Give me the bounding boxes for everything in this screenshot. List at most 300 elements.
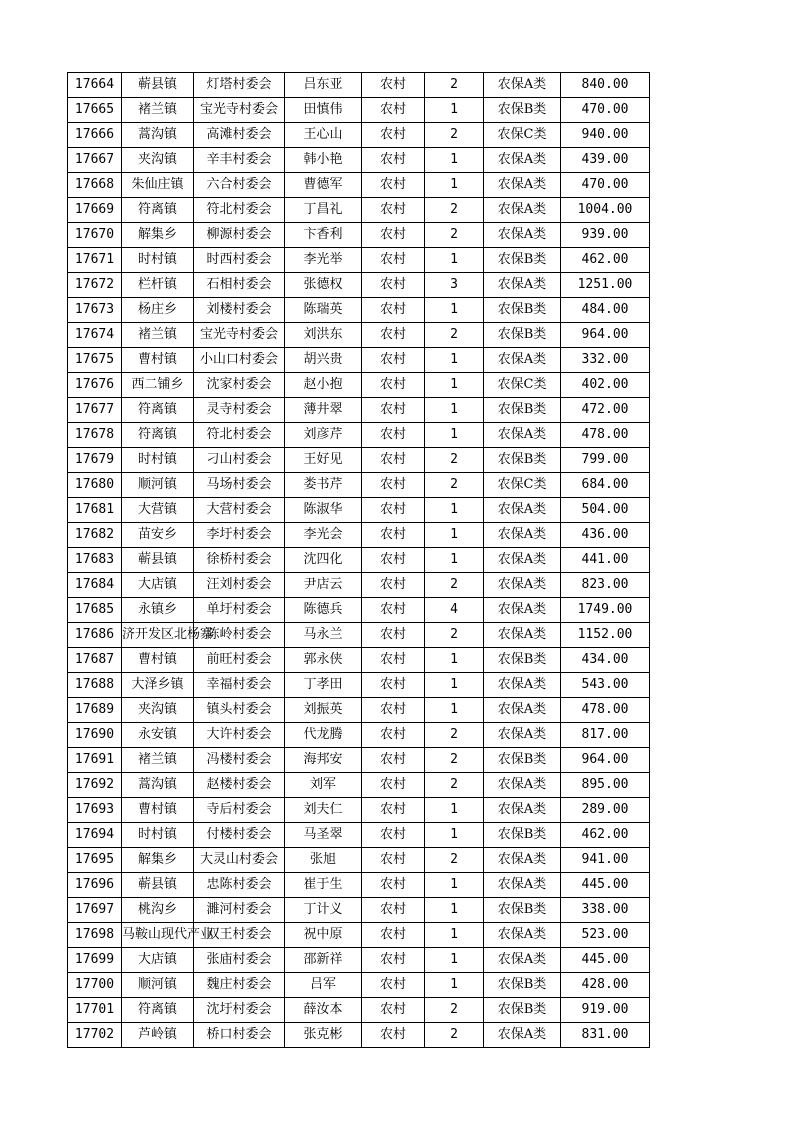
area-type-cell: 农村: [362, 398, 425, 423]
name-cell: 李光举: [285, 248, 362, 273]
household-count-cell: 2: [425, 998, 484, 1023]
amount-cell: 462.00: [561, 823, 650, 848]
area-type-cell: 农村: [362, 623, 425, 648]
area-type-cell: 农村: [362, 948, 425, 973]
household-count-cell: 2: [425, 1023, 484, 1048]
area-type-cell: 农村: [362, 373, 425, 398]
row-number-cell: 17667: [68, 148, 122, 173]
amount-cell: 470.00: [561, 98, 650, 123]
amount-cell: 478.00: [561, 698, 650, 723]
name-cell: 尹店云: [285, 573, 362, 598]
village-committee-cell: 赵楼村委会: [194, 773, 285, 798]
village-committee-cell: 灵寺村委会: [194, 398, 285, 423]
insurance-category-cell: 农保A类: [484, 723, 561, 748]
insurance-category-cell: 农保A类: [484, 598, 561, 623]
row-number-cell: 17691: [68, 748, 122, 773]
area-type-cell: 农村: [362, 748, 425, 773]
area-type-cell: 农村: [362, 548, 425, 573]
table-row: [68, 698, 650, 723]
village-committee-cell: 宝光寺村委会: [194, 98, 285, 123]
village-committee-cell: 前旺村委会: [194, 648, 285, 673]
township-cell: 解集乡: [122, 848, 194, 873]
township-cell: 褚兰镇: [122, 748, 194, 773]
name-cell: 刘夫仁: [285, 798, 362, 823]
insurance-category-cell: 农保B类: [484, 648, 561, 673]
township-cell: 符离镇: [122, 998, 194, 1023]
row-number-cell: 17686: [68, 623, 122, 648]
township-cell: 曹村镇: [122, 348, 194, 373]
name-cell: 代龙腾: [285, 723, 362, 748]
township-cell: 符离镇: [122, 398, 194, 423]
household-count-cell: 1: [425, 348, 484, 373]
table-row: [68, 1023, 650, 1048]
insurance-category-cell: 农保C类: [484, 373, 561, 398]
insurance-category-cell: 农保A类: [484, 423, 561, 448]
amount-cell: 436.00: [561, 523, 650, 548]
household-count-cell: 1: [425, 823, 484, 848]
area-type-cell: 农村: [362, 423, 425, 448]
insurance-category-cell: 农保A类: [484, 923, 561, 948]
table-row: [68, 598, 650, 623]
table-row: [68, 448, 650, 473]
township-cell: 时村镇: [122, 823, 194, 848]
household-count-cell: 2: [425, 223, 484, 248]
insurance-category-cell: 农保C类: [484, 473, 561, 498]
household-count-cell: 2: [425, 623, 484, 648]
area-type-cell: 农村: [362, 473, 425, 498]
table-row: [68, 423, 650, 448]
township-cell: 大店镇: [122, 573, 194, 598]
insurance-category-cell: 农保A类: [484, 548, 561, 573]
table-row: [68, 73, 650, 98]
household-count-cell: 1: [425, 398, 484, 423]
household-count-cell: 2: [425, 473, 484, 498]
township-cell: 蕲县镇: [122, 73, 194, 98]
area-type-cell: 农村: [362, 523, 425, 548]
township-cell: 时村镇: [122, 248, 194, 273]
name-cell: 张旭: [285, 848, 362, 873]
amount-cell: 941.00: [561, 848, 650, 873]
table-row: [68, 998, 650, 1023]
village-committee-cell: 沈家村委会: [194, 373, 285, 398]
village-committee-cell: 符北村委会: [194, 423, 285, 448]
name-cell: 张德权: [285, 273, 362, 298]
household-count-cell: 2: [425, 723, 484, 748]
area-type-cell: 农村: [362, 223, 425, 248]
village-committee-cell: 徐桥村委会: [194, 548, 285, 573]
household-count-cell: 1: [425, 973, 484, 998]
amount-cell: 1152.00: [561, 623, 650, 648]
name-cell: 王好见: [285, 448, 362, 473]
row-number-cell: 17701: [68, 998, 122, 1023]
household-count-cell: 2: [425, 748, 484, 773]
amount-cell: 940.00: [561, 123, 650, 148]
table-row: [68, 973, 650, 998]
row-number-cell: 17682: [68, 523, 122, 548]
table-row: [68, 948, 650, 973]
insurance-category-cell: 农保A类: [484, 773, 561, 798]
table-row: [68, 873, 650, 898]
area-type-cell: 农村: [362, 798, 425, 823]
amount-cell: 428.00: [561, 973, 650, 998]
row-number-cell: 17687: [68, 648, 122, 673]
row-number-cell: 17697: [68, 898, 122, 923]
row-number-cell: 17664: [68, 73, 122, 98]
insurance-category-cell: 农保A类: [484, 523, 561, 548]
township-cell: 褚兰镇: [122, 323, 194, 348]
area-type-cell: 农村: [362, 248, 425, 273]
insurance-category-cell: 农保A类: [484, 223, 561, 248]
insurance-category-cell: 农保B类: [484, 98, 561, 123]
row-number-cell: 17671: [68, 248, 122, 273]
amount-cell: 504.00: [561, 498, 650, 523]
name-cell: 胡兴贵: [285, 348, 362, 373]
table-row: [68, 223, 650, 248]
township-cell: 蒿沟镇: [122, 773, 194, 798]
township-cell: 顺河镇: [122, 473, 194, 498]
household-count-cell: 1: [425, 948, 484, 973]
row-number-cell: 17692: [68, 773, 122, 798]
village-committee-cell: 双王村委会: [194, 923, 285, 948]
table-row: [68, 198, 650, 223]
area-type-cell: 农村: [362, 823, 425, 848]
township-cell: 马鞍山现代产业: [122, 923, 194, 948]
table-row: [68, 373, 650, 398]
area-type-cell: 农村: [362, 123, 425, 148]
village-committee-cell: 陈岭村委会: [194, 623, 285, 648]
table-row: [68, 348, 650, 373]
insurance-category-cell: 农保B类: [484, 823, 561, 848]
table-row: [68, 498, 650, 523]
household-count-cell: 1: [425, 98, 484, 123]
row-number-cell: 17673: [68, 298, 122, 323]
amount-cell: 823.00: [561, 573, 650, 598]
township-cell: 大营镇: [122, 498, 194, 523]
area-type-cell: 农村: [362, 873, 425, 898]
insurance-category-cell: 农保A类: [484, 148, 561, 173]
area-type-cell: 农村: [362, 848, 425, 873]
household-count-cell: 2: [425, 323, 484, 348]
township-cell: 顺河镇: [122, 973, 194, 998]
insurance-category-cell: 农保A类: [484, 873, 561, 898]
township-cell: 蕲县镇: [122, 873, 194, 898]
village-committee-cell: 魏庄村委会: [194, 973, 285, 998]
name-cell: 赵小抱: [285, 373, 362, 398]
row-number-cell: 17681: [68, 498, 122, 523]
name-cell: 刘彦芹: [285, 423, 362, 448]
row-number-cell: 17672: [68, 273, 122, 298]
area-type-cell: 农村: [362, 198, 425, 223]
insurance-category-cell: 农保A类: [484, 348, 561, 373]
household-count-cell: 1: [425, 798, 484, 823]
township-cell: 杨庄乡: [122, 298, 194, 323]
insurance-category-cell: 农保A类: [484, 848, 561, 873]
table-row: [68, 823, 650, 848]
insurance-category-cell: 农保B类: [484, 248, 561, 273]
insurance-category-cell: 农保A类: [484, 573, 561, 598]
table-row: [68, 248, 650, 273]
row-number-cell: 17675: [68, 348, 122, 373]
amount-cell: 332.00: [561, 348, 650, 373]
insurance-category-cell: 农保B类: [484, 748, 561, 773]
name-cell: 薄井翠: [285, 398, 362, 423]
row-number-cell: 17702: [68, 1023, 122, 1048]
household-count-cell: 1: [425, 423, 484, 448]
table-row: [68, 548, 650, 573]
area-type-cell: 农村: [362, 998, 425, 1023]
name-cell: 丁昌礼: [285, 198, 362, 223]
village-committee-cell: 小山口村委会: [194, 348, 285, 373]
amount-cell: 684.00: [561, 473, 650, 498]
village-committee-cell: 石相村委会: [194, 273, 285, 298]
row-number-cell: 17665: [68, 98, 122, 123]
row-number-cell: 17690: [68, 723, 122, 748]
village-committee-cell: 柳源村委会: [194, 223, 285, 248]
table-row: [68, 923, 650, 948]
household-count-cell: 1: [425, 298, 484, 323]
row-number-cell: 17674: [68, 323, 122, 348]
village-committee-cell: 辛丰村委会: [194, 148, 285, 173]
area-type-cell: 农村: [362, 723, 425, 748]
village-committee-cell: 桥口村委会: [194, 1023, 285, 1048]
household-count-cell: 1: [425, 373, 484, 398]
name-cell: 韩小艳: [285, 148, 362, 173]
area-type-cell: 农村: [362, 923, 425, 948]
row-number-cell: 17699: [68, 948, 122, 973]
township-cell: 曹村镇: [122, 798, 194, 823]
township-cell: 栏杆镇: [122, 273, 194, 298]
village-committee-cell: 幸福村委会: [194, 673, 285, 698]
table-row: [68, 623, 650, 648]
amount-cell: 543.00: [561, 673, 650, 698]
township-cell: 苗安乡: [122, 523, 194, 548]
table-row: [68, 173, 650, 198]
insurance-category-cell: 农保A类: [484, 73, 561, 98]
village-committee-cell: 付楼村委会: [194, 823, 285, 848]
amount-cell: 478.00: [561, 423, 650, 448]
village-committee-cell: 刘楼村委会: [194, 298, 285, 323]
household-count-cell: 2: [425, 573, 484, 598]
township-cell: 符离镇: [122, 423, 194, 448]
amount-cell: 840.00: [561, 73, 650, 98]
name-cell: 薛汝本: [285, 998, 362, 1023]
area-type-cell: 农村: [362, 273, 425, 298]
village-committee-cell: 张庙村委会: [194, 948, 285, 973]
village-committee-cell: 单圩村委会: [194, 598, 285, 623]
amount-cell: 434.00: [561, 648, 650, 673]
amount-cell: 472.00: [561, 398, 650, 423]
row-number-cell: 17679: [68, 448, 122, 473]
name-cell: 李光会: [285, 523, 362, 548]
name-cell: 卞香利: [285, 223, 362, 248]
village-committee-cell: 符北村委会: [194, 198, 285, 223]
row-number-cell: 17678: [68, 423, 122, 448]
name-cell: 陈德兵: [285, 598, 362, 623]
area-type-cell: 农村: [362, 1023, 425, 1048]
village-committee-cell: 汪刘村委会: [194, 573, 285, 598]
name-cell: 郭永侠: [285, 648, 362, 673]
township-cell: 褚兰镇: [122, 98, 194, 123]
household-count-cell: 2: [425, 73, 484, 98]
area-type-cell: 农村: [362, 673, 425, 698]
row-number-cell: 17683: [68, 548, 122, 573]
insurance-category-cell: 农保B类: [484, 998, 561, 1023]
area-type-cell: 农村: [362, 973, 425, 998]
household-count-cell: 4: [425, 598, 484, 623]
household-count-cell: 1: [425, 648, 484, 673]
household-count-cell: 2: [425, 448, 484, 473]
village-committee-cell: 忠陈村委会: [194, 873, 285, 898]
township-cell: 曹村镇: [122, 648, 194, 673]
household-count-cell: 2: [425, 198, 484, 223]
row-number-cell: 17684: [68, 573, 122, 598]
township-cell: 符离镇: [122, 198, 194, 223]
township-cell: 大店镇: [122, 948, 194, 973]
insurance-category-cell: 农保B类: [484, 323, 561, 348]
area-type-cell: 农村: [362, 148, 425, 173]
insurance-category-cell: 农保B类: [484, 448, 561, 473]
township-cell: 朱仙庄镇: [122, 173, 194, 198]
area-type-cell: 农村: [362, 298, 425, 323]
name-cell: 吕东亚: [285, 73, 362, 98]
row-number-cell: 17695: [68, 848, 122, 873]
area-type-cell: 农村: [362, 323, 425, 348]
insurance-category-cell: 农保B类: [484, 398, 561, 423]
amount-cell: 484.00: [561, 298, 650, 323]
table-row: [68, 773, 650, 798]
row-number-cell: 17696: [68, 873, 122, 898]
area-type-cell: 农村: [362, 498, 425, 523]
amount-cell: 439.00: [561, 148, 650, 173]
village-committee-cell: 李圩村委会: [194, 523, 285, 548]
name-cell: 祝中原: [285, 923, 362, 948]
amount-cell: 402.00: [561, 373, 650, 398]
amount-cell: 1251.00: [561, 273, 650, 298]
table-row: [68, 398, 650, 423]
village-committee-cell: 大营村委会: [194, 498, 285, 523]
household-count-cell: 1: [425, 548, 484, 573]
row-number-cell: 17680: [68, 473, 122, 498]
township-cell: 永安镇: [122, 723, 194, 748]
table-row: [68, 273, 650, 298]
village-committee-cell: 马场村委会: [194, 473, 285, 498]
table-row: [68, 898, 650, 923]
household-count-cell: 1: [425, 923, 484, 948]
name-cell: 刘洪东: [285, 323, 362, 348]
household-count-cell: 1: [425, 673, 484, 698]
village-committee-cell: 刁山村委会: [194, 448, 285, 473]
village-committee-cell: 镇头村委会: [194, 698, 285, 723]
insurance-category-cell: 农保A类: [484, 198, 561, 223]
village-committee-cell: 宝光寺村委会: [194, 323, 285, 348]
amount-cell: 895.00: [561, 773, 650, 798]
household-count-cell: 1: [425, 148, 484, 173]
insurance-category-cell: 农保A类: [484, 1023, 561, 1048]
table-row: [68, 673, 650, 698]
insurance-category-cell: 农保B类: [484, 898, 561, 923]
table-row: [68, 148, 650, 173]
amount-cell: 441.00: [561, 548, 650, 573]
insurance-category-cell: 农保C类: [484, 123, 561, 148]
insurance-category-cell: 农保B类: [484, 298, 561, 323]
table-row: [68, 648, 650, 673]
row-number-cell: 17677: [68, 398, 122, 423]
name-cell: 丁计义: [285, 898, 362, 923]
household-count-cell: 2: [425, 848, 484, 873]
area-type-cell: 农村: [362, 573, 425, 598]
amount-cell: 338.00: [561, 898, 650, 923]
row-number-cell: 17694: [68, 823, 122, 848]
area-type-cell: 农村: [362, 773, 425, 798]
table-row: [68, 848, 650, 873]
name-cell: 海邦安: [285, 748, 362, 773]
area-type-cell: 农村: [362, 173, 425, 198]
village-committee-cell: 灯塔村委会: [194, 73, 285, 98]
table-row: [68, 748, 650, 773]
township-cell: 解集乡: [122, 223, 194, 248]
name-cell: 刘振英: [285, 698, 362, 723]
household-count-cell: 3: [425, 273, 484, 298]
area-type-cell: 农村: [362, 98, 425, 123]
row-number-cell: 17700: [68, 973, 122, 998]
village-committee-cell: 大灵山村委会: [194, 848, 285, 873]
township-cell: 夹沟镇: [122, 698, 194, 723]
amount-cell: 1004.00: [561, 198, 650, 223]
area-type-cell: 农村: [362, 73, 425, 98]
township-cell: 蒿沟镇: [122, 123, 194, 148]
name-cell: 陈瑞英: [285, 298, 362, 323]
township-cell: 桃沟乡: [122, 898, 194, 923]
insurance-category-cell: 农保A类: [484, 623, 561, 648]
amount-cell: 445.00: [561, 948, 650, 973]
area-type-cell: 农村: [362, 598, 425, 623]
name-cell: 娄书芹: [285, 473, 362, 498]
table-row: [68, 298, 650, 323]
township-cell: 夹沟镇: [122, 148, 194, 173]
village-committee-cell: 高滩村委会: [194, 123, 285, 148]
name-cell: 王心山: [285, 123, 362, 148]
township-cell: 永镇乡: [122, 598, 194, 623]
township-cell: 时村镇: [122, 448, 194, 473]
name-cell: 邵新祥: [285, 948, 362, 973]
name-cell: 沈四化: [285, 548, 362, 573]
row-number-cell: 17689: [68, 698, 122, 723]
household-count-cell: 2: [425, 123, 484, 148]
household-count-cell: 1: [425, 698, 484, 723]
township-cell: 蕲县镇: [122, 548, 194, 573]
insurance-category-cell: 农保A类: [484, 698, 561, 723]
amount-cell: 817.00: [561, 723, 650, 748]
village-committee-cell: 沈圩村委会: [194, 998, 285, 1023]
area-type-cell: 农村: [362, 648, 425, 673]
name-cell: 陈淑华: [285, 498, 362, 523]
village-committee-cell: 大许村委会: [194, 723, 285, 748]
amount-cell: 289.00: [561, 798, 650, 823]
area-type-cell: 农村: [362, 898, 425, 923]
table-row: [68, 523, 650, 548]
table-body: [68, 73, 650, 1048]
township-cell: 芦岭镇: [122, 1023, 194, 1048]
name-cell: 田慎伟: [285, 98, 362, 123]
row-number-cell: 17693: [68, 798, 122, 823]
village-committee-cell: 六合村委会: [194, 173, 285, 198]
village-committee-cell: 濉河村委会: [194, 898, 285, 923]
table-row: [68, 323, 650, 348]
amount-cell: 1749.00: [561, 598, 650, 623]
table-row: [68, 798, 650, 823]
household-count-cell: 1: [425, 498, 484, 523]
name-cell: 丁孝田: [285, 673, 362, 698]
